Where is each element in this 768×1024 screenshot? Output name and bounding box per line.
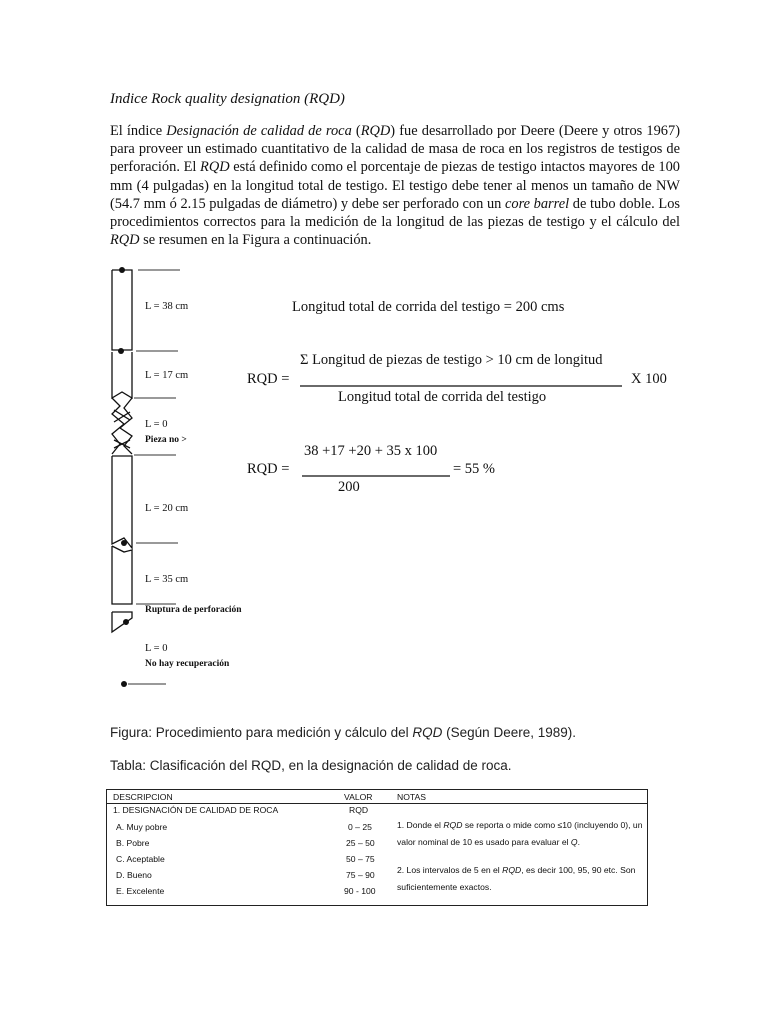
label-l38: L = 38 cm	[145, 301, 189, 312]
label-l20: L = 20 cm	[145, 503, 189, 514]
note-italic: RQD	[443, 820, 463, 830]
table-row-desc: C. Aceptable	[116, 854, 165, 864]
formula-denominator: Longitud total de corrida del testigo	[338, 389, 547, 405]
table-row-value: 25 – 50	[346, 838, 375, 848]
table-row-value: 75 – 90	[346, 870, 375, 880]
formula-multiplier: X 100	[631, 371, 667, 387]
caption-text: (Según Deere, 1989).	[442, 725, 576, 740]
label-pieza: Pieza no >	[145, 435, 187, 445]
paragraph-italic: RQD	[360, 123, 391, 139]
header-divider	[107, 803, 647, 804]
formula-lhs: RQD =	[247, 371, 290, 387]
note-text: 2. Los intervalos de 5 en el	[397, 865, 503, 875]
formula-numerator: Σ Longitud de piezas de testigo > 10 cm de longitud	[300, 352, 603, 368]
rqd-classification-table	[106, 789, 648, 906]
core-segment-17	[112, 352, 132, 398]
section-value: RQD	[349, 805, 369, 815]
broken-pieces	[112, 398, 132, 454]
paragraph-text: El índice	[110, 123, 167, 139]
calc-lhs: RQD =	[247, 461, 290, 477]
core-segment-38	[112, 270, 132, 350]
page-heading: Indice Rock quality designation (RQD)	[110, 91, 345, 107]
header-valor: VALOR	[344, 792, 373, 802]
table-caption: Tabla: Clasificación del RQD, en la designación de calidad de roca.	[110, 758, 512, 773]
table-row-value: 50 – 75	[346, 854, 375, 864]
table-note-1	[397, 817, 647, 851]
table-row-desc: E. Excelente	[116, 886, 165, 896]
label-no-recuperacion: No hay recuperación	[145, 659, 230, 669]
paragraph-italic: RQD	[110, 232, 140, 249]
table-row-value: 0 – 25	[348, 822, 372, 832]
label-l35: L = 35 cm	[145, 574, 189, 585]
paragraph-italic: core barrel	[504, 195, 570, 212]
header-descripcion: DESCRIPCION	[113, 792, 173, 802]
header-notas: NOTAS	[397, 792, 426, 802]
break-dot	[119, 267, 125, 273]
total-run-text: Longitud total de corrida del testigo = 200 cms	[292, 299, 565, 315]
table-row-desc: B. Pobre	[116, 838, 150, 848]
table-row-value: 90 - 100	[344, 886, 376, 896]
label-l0-b: L = 0	[145, 643, 168, 654]
break-dot	[123, 619, 129, 625]
paragraph-text: ) fue desarrollado por Deere (Deere y otros 1967) para proveer un estimado cuantitativo de la calidad de masa de roca en los registros de testigos de perforación. El	[110, 123, 680, 176]
label-l17: L = 17 cm	[145, 370, 189, 381]
table-row-desc: D. Bueno	[116, 870, 152, 880]
label-ruptura: Ruptura de perforación	[145, 605, 242, 615]
table-row-desc: A. Muy pobre	[116, 822, 168, 832]
paragraph-italic: Designación de calidad de roca	[166, 123, 352, 139]
caption-text: Figura: Procedimiento para medición y cálculo del	[110, 725, 413, 740]
table-note-2	[397, 862, 647, 896]
paragraph-italic: RQD	[200, 159, 230, 176]
paragraph-text: de tubo doble. Los procedimientos correctos para la medición de la longitud de las piezas de testigo y el cálculo del	[110, 195, 680, 231]
caption-italic: RQD	[412, 725, 443, 740]
note-text: .	[577, 837, 580, 847]
section-title: 1. DESIGNACIÓN DE CALIDAD DE ROCA	[113, 805, 279, 815]
label-l0-a: L = 0	[145, 419, 168, 430]
calc-denominator: 200	[338, 479, 360, 495]
core-segment-35	[112, 546, 132, 604]
break-dot	[121, 681, 127, 687]
paragraph-text: se resumen en la Figura a continuación.	[139, 232, 372, 249]
core-segment-20	[112, 456, 132, 548]
calc-result: = 55 %	[453, 461, 496, 477]
paragraph-text: (	[351, 123, 361, 139]
note-text: se reporta o mide como ≤10 (incluyendo 0), un valor nominal de 10 es usado para evaluar el	[397, 820, 643, 847]
note-text: , es decir 100, 95, 90 etc. Son suficientemente exactos.	[397, 865, 636, 892]
note-text: 1. Donde el	[397, 820, 444, 830]
paragraph-text: está definido como el porcentaje de piezas de testigo intactos mayores de 100 mm (4 pulgadas) en la longitud total de testigo. El testigo debe tener al menos un tamaño de NW (54.7 mm ó 2.15 pulgadas de diámetro) y debe ser perforado con un	[110, 159, 680, 212]
calc-numerator: 38 +17 +20 + 35 x 100	[304, 443, 438, 459]
figure-caption	[110, 725, 576, 740]
note-italic: RQD	[502, 865, 522, 875]
note-italic: Q	[570, 837, 578, 847]
break-dot	[121, 540, 127, 546]
break-dot	[118, 348, 124, 354]
